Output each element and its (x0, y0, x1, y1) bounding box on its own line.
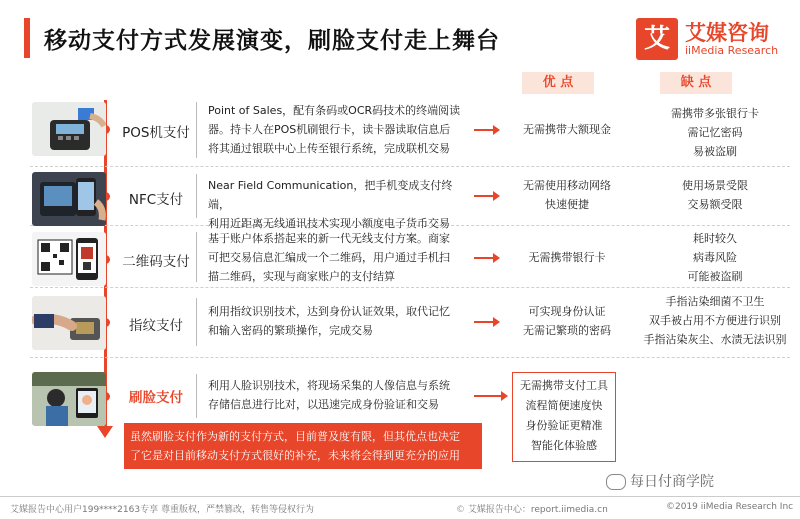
advantage-item: 无需携带银行卡 (528, 251, 606, 264)
row-divider (30, 287, 790, 288)
method-desc-fingerprint (208, 302, 470, 340)
advantage-item: 可实现身份认证 (528, 305, 606, 318)
advantages-fingerprint (504, 302, 630, 340)
desc-line: 利用近距离无线通讯技术实现小额度电子货币交易 (208, 217, 450, 230)
conclusion-note (124, 423, 482, 469)
desc-line: 和输入密码的繁琐操作，完成交易 (208, 324, 373, 337)
desc-line: 器。持卡人在POS机刷银行卡，读卡器读取信息后 (208, 123, 451, 136)
disadvantage-item: 双手被占用不方便进行识别 (649, 314, 781, 327)
advantage-item: 无需携带大额现金 (523, 123, 611, 136)
wechat-watermark (606, 471, 714, 491)
logo-name-cn: 艾媒咨询 (685, 21, 769, 45)
footer-report-link[interactable]: 艾媒报告中心：report.iimedia.cn (467, 505, 608, 515)
desc-line: 将其通过银联中心上传至银行系统，完成联机交易 (208, 142, 450, 155)
advantages-pos (504, 120, 630, 139)
advantage-item: 快速便捷 (545, 198, 589, 211)
row-arrow-icon (474, 321, 498, 323)
method-desc-pos (208, 101, 470, 158)
disadvantage-item: 手指沾染灰尘、水渍无法识别 (643, 333, 787, 346)
disadvantage-item: 易被盗刷 (693, 145, 737, 158)
disadvantages-qr (640, 229, 790, 286)
method-desc-face (208, 376, 470, 414)
note-line: 了它是对目前移动支付方式很好的补充，未来将会得到更充分的应用 (130, 449, 460, 462)
desc-line: 描二维码，实现与商家账户的支付结算 (208, 270, 395, 283)
method-name-face: 刷脸支付 (129, 390, 183, 406)
advantage-item: 流程简便速度快 (525, 399, 603, 412)
footer-divider (0, 496, 800, 497)
row-divider (30, 166, 790, 167)
face-payment-photo (32, 372, 106, 426)
nfc-phone-photo (32, 172, 106, 226)
pos-terminal-photo (32, 102, 106, 156)
footer-copyright-notice: 艾媒报告中心用户199****2163专享 尊重版权，严禁篡改，转售等侵权行为 (10, 505, 314, 515)
row-arrow-icon (474, 257, 498, 259)
advantage-item: 无需携带支付工具 (520, 379, 608, 392)
advantages-header: 优 点 (522, 72, 594, 94)
qr-code-photo (32, 232, 106, 286)
watermark-text: 每日付商学院 (630, 474, 714, 490)
disadvantage-item: 耗时较久 (693, 232, 737, 245)
advantages-qr (504, 248, 630, 267)
note-line: 虽然刷脸支付作为新的支付方式，目前普及度有限，但其优点也决定 (130, 430, 460, 443)
title-accent-bar (24, 18, 30, 58)
advantage-item: 无需使用移动网络 (523, 179, 611, 192)
advantage-item: 身份验证更精准 (525, 419, 603, 432)
disadvantage-item: 需携带多张银行卡 (671, 107, 759, 120)
desc-line: 利用指纹识别技术，达到身份认证效果，取代记忆 (208, 305, 450, 318)
logo-name-en: iiMedia Research (685, 44, 779, 57)
disadvantage-item: 交易额受限 (687, 198, 743, 211)
footer-report-center (456, 502, 608, 515)
copyright-icon: © (456, 505, 465, 515)
advantage-item: 无需记繁琐的密码 (523, 324, 611, 337)
desc-line: 可把交易信息汇编成一个二维码，用户通过手机扫 (208, 251, 450, 264)
row-arrow-icon (474, 195, 498, 197)
desc-line: 基于账户体系搭起来的新一代无线支付方案。商家 (208, 232, 450, 245)
disadvantage-item: 可能被盗刷 (687, 270, 743, 283)
method-name-fingerprint: 指纹支付 (129, 318, 183, 334)
desc-line: Point of Sales，配有条码或OCR码技术的终端阅读 (208, 104, 461, 117)
face-advantages-box (512, 372, 616, 462)
desc-line: Near Field Communication，把手机变成支付终端， (208, 179, 453, 211)
disadvantages-nfc (640, 176, 790, 214)
disadvantage-item: 使用场景受限 (682, 179, 748, 192)
method-desc-nfc (208, 176, 470, 233)
desc-line: 利用人脸识别技术，将现场采集的人像信息与系统 (208, 379, 450, 392)
method-name-qr: 二维码支付 (122, 254, 190, 270)
disadvantages-header: 缺 点 (660, 72, 732, 94)
timeline-arrow-icon (97, 426, 113, 438)
row-arrow-icon (474, 395, 506, 397)
disadvantages-pos (640, 104, 790, 161)
desc-line: 存储信息进行比对，以迅速完成身份验证和交易 (208, 398, 439, 411)
fingerprint-scanner-photo (32, 296, 106, 350)
wechat-icon (606, 474, 626, 490)
disadvantage-item: 手指沾染细菌不卫生 (665, 295, 765, 308)
method-name-nfc: NFC支付 (128, 192, 184, 208)
row-arrow-icon (474, 129, 498, 131)
advantage-item: 智能化体验感 (531, 439, 597, 452)
page-title: 移动支付方式发展演变，刷脸支付走上舞台 (44, 28, 500, 54)
footer-rights: ©2019 iiMedia Research Inc (666, 502, 794, 512)
iimedia-logo-icon: 艾 (636, 18, 678, 60)
method-name-pos: POS机支付 (122, 125, 190, 141)
disadvantage-item: 需记忆密码 (687, 126, 743, 139)
disadvantages-fingerprint (640, 292, 790, 349)
method-desc-qr (208, 229, 470, 286)
advantages-nfc (504, 176, 630, 214)
row-divider (30, 357, 790, 358)
disadvantage-item: 病毒风险 (693, 251, 737, 264)
